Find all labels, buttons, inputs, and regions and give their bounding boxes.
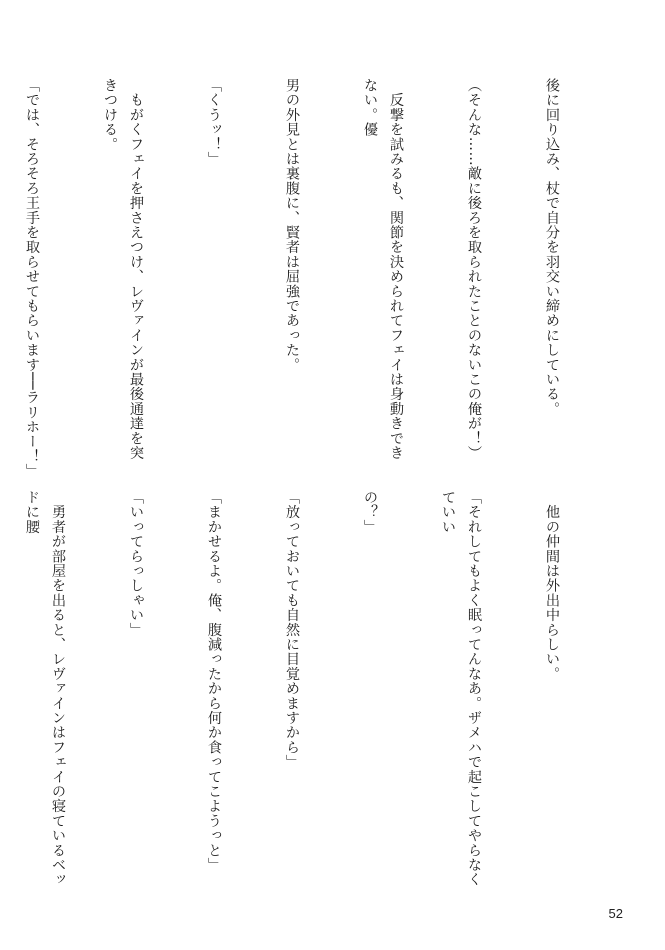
text-line: 男の外見とは裏腹に、賢者は屈強であった。 <box>284 78 300 372</box>
text-line: 後に回り込み、杖で自分を羽交い締めにしている。 <box>544 78 560 417</box>
text-line: 「放っておいても自然に目覚めますから」 <box>284 490 300 770</box>
text-line: 他の仲間は外出中らしい。 <box>544 490 560 682</box>
text-line: 「では、そろそろ王手を取らせてもらいます──ラリホー！」 <box>24 78 40 479</box>
text-line: （そんな……敵に後ろを取られたことのないこの俺が！） <box>466 78 482 461</box>
text-line: 勇者が部屋を出ると、レヴァインはフェイの寝ているベッドに腰 <box>24 490 66 887</box>
text-line: もがくフェイを押さえつけ、レヴァインが最後通達を突きつける。 <box>102 78 144 461</box>
text-line: 「いってらっしゃい」 <box>128 490 144 637</box>
text-column-top <box>24 78 617 479</box>
page-number: 52 <box>608 906 623 921</box>
text-column-bottom <box>24 490 617 900</box>
text-line: 反撃を試みるも、関節を決められてフェイは身動きできない。優 <box>362 78 404 461</box>
text-line: 「それしてもよく眠ってんなあ。ザメハで起こしてやらなくていい <box>440 490 482 887</box>
text-line: 「くうッ！」 <box>206 78 222 167</box>
text-line: 「まかせるよ。俺、腹減ったから何か食ってこようっと」 <box>206 490 222 873</box>
text-line: の？」 <box>362 490 378 535</box>
